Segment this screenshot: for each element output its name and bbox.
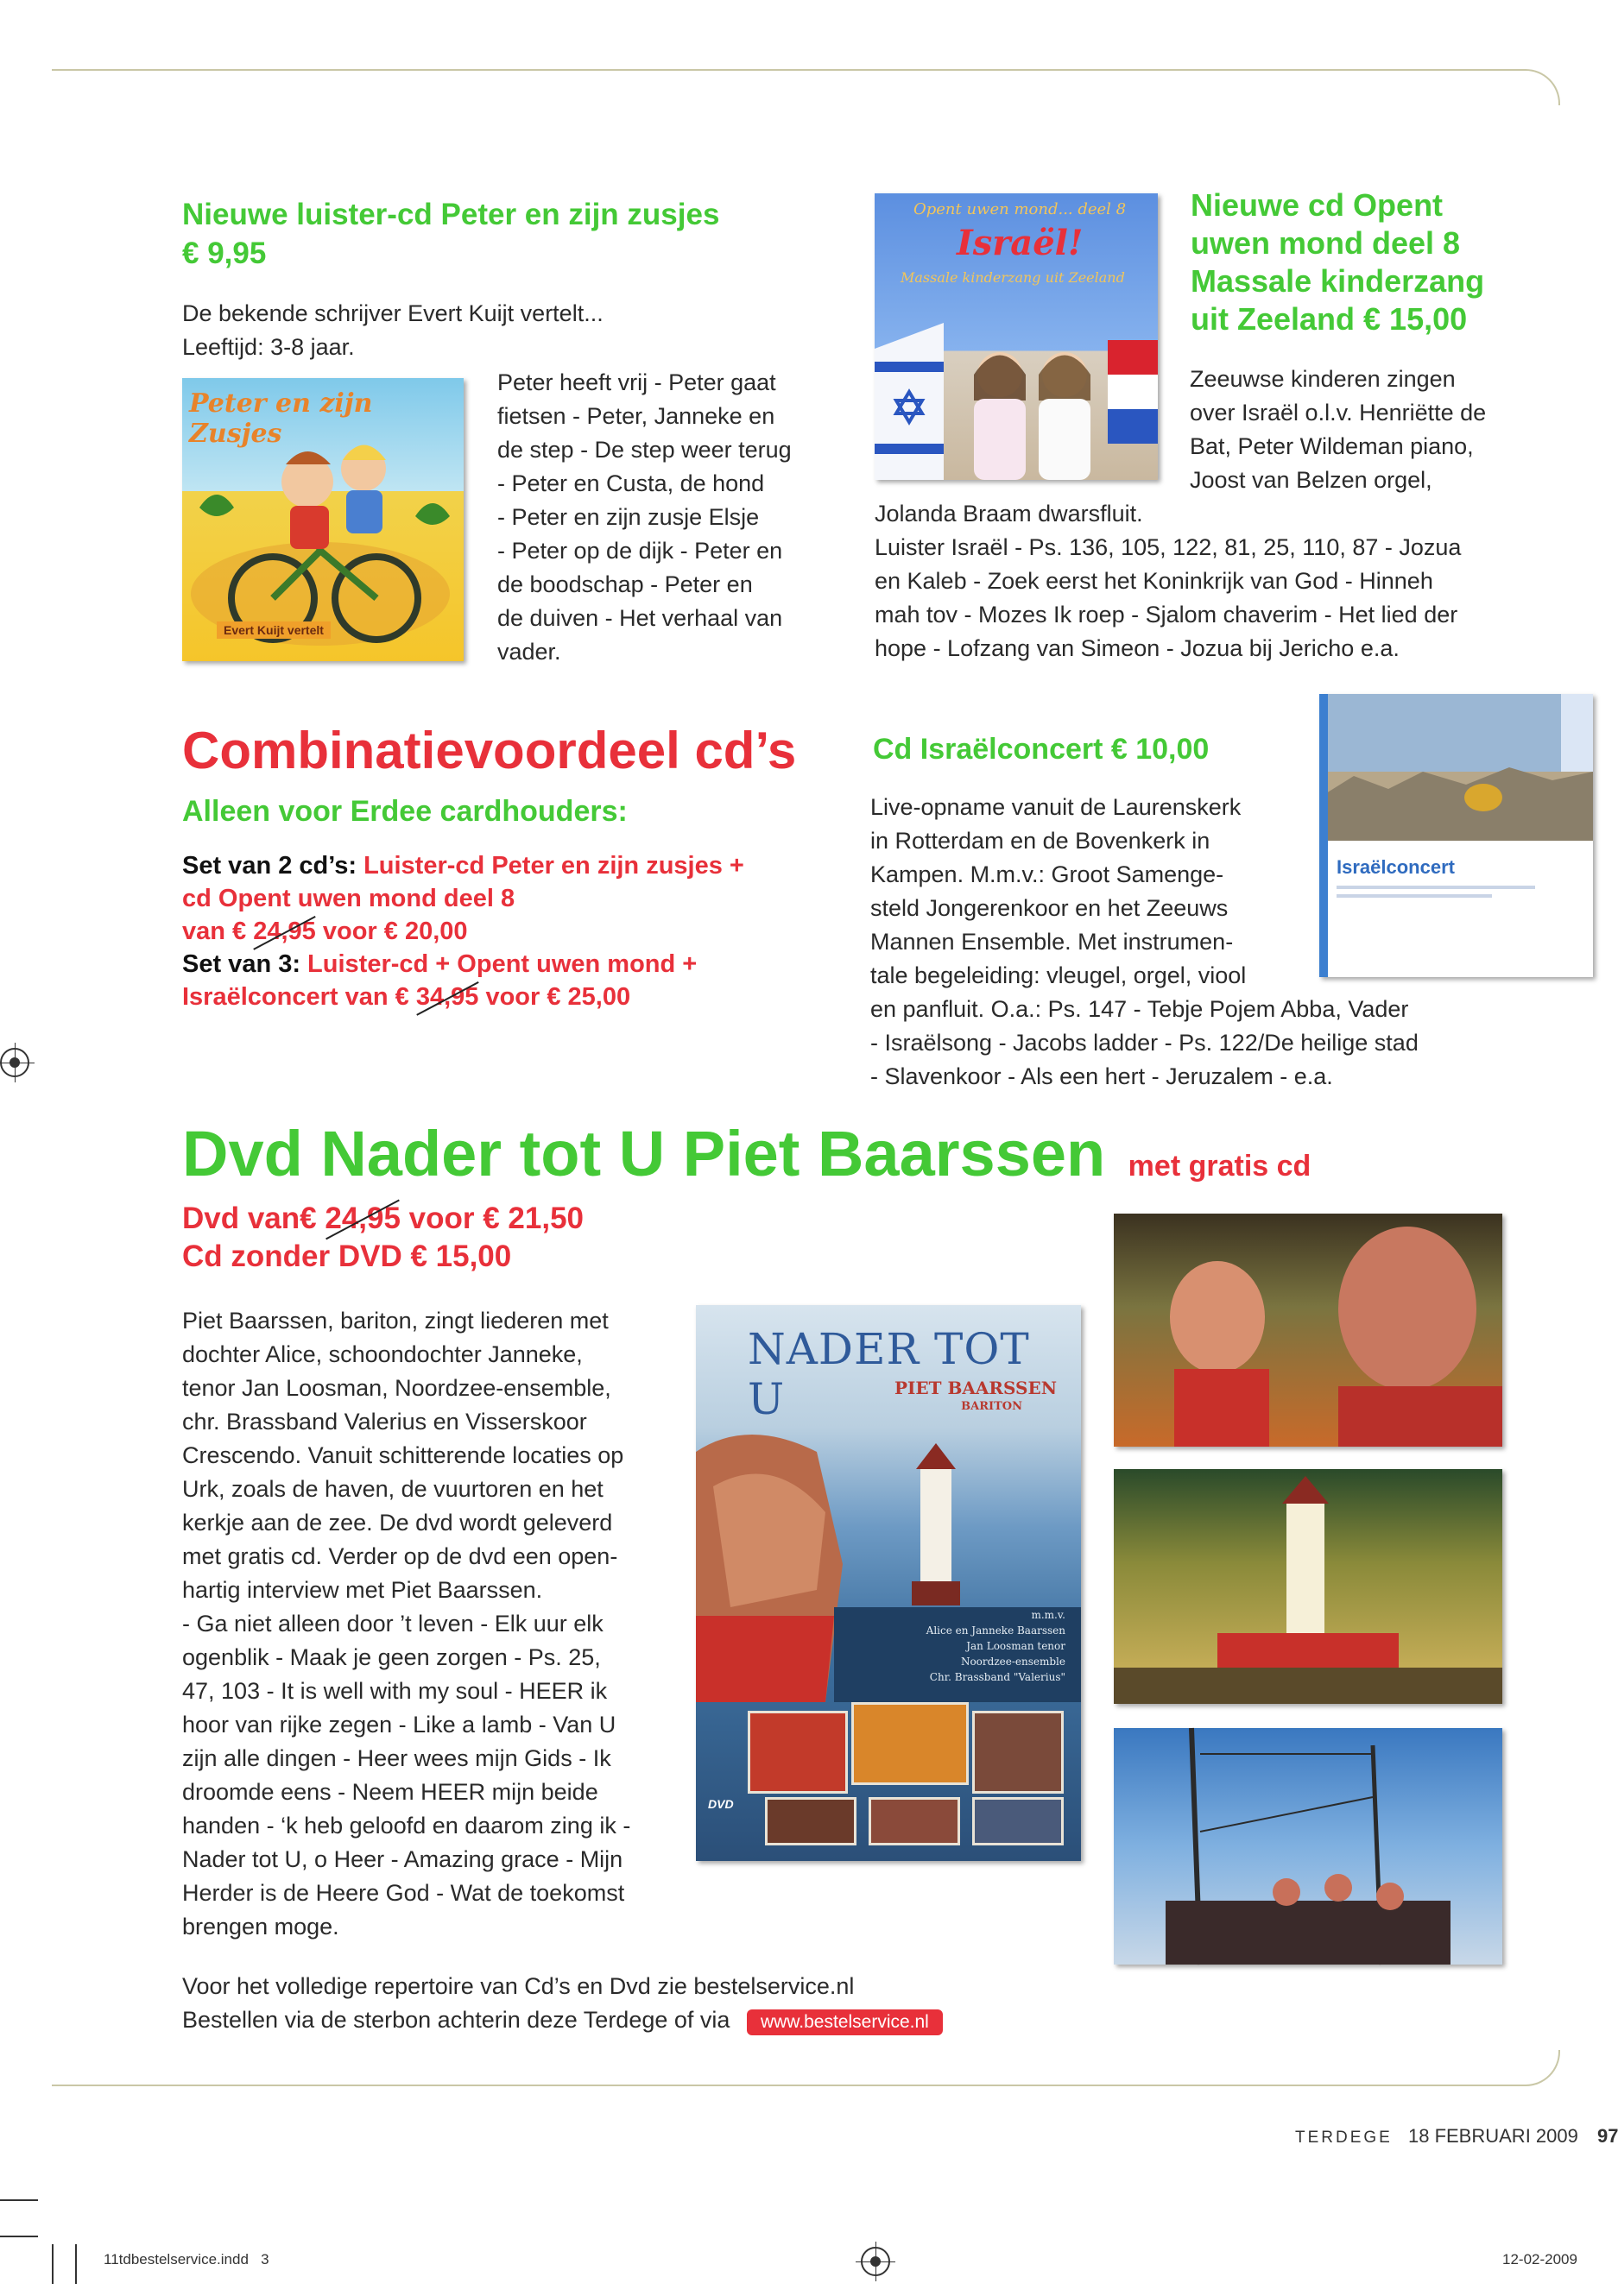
dvd-prices <box>182 1200 584 1276</box>
opent-cd-title: Nieuwe cd Opent uwen mond deel 8 Massale kinderzang uit Zeeland € 15,00 <box>1191 187 1485 337</box>
set2-old-price: 24,95 <box>253 918 316 945</box>
dvd-photo-2 <box>1114 1469 1502 1704</box>
registration-mark-left <box>0 1048 29 1077</box>
set3-line2-pre: Israëlconcert van € <box>182 983 416 1011</box>
set2-line2: cd Opent uwen mond deel 8 <box>182 885 515 912</box>
dvd-logo: DVD <box>708 1797 734 1811</box>
concert-cover-photo <box>1319 694 1593 977</box>
opent-cover-top: Opent uwen mond... deel 8 <box>913 200 1127 218</box>
set3-label: Set van 3: <box>182 950 300 978</box>
dvd-photo-2-art <box>1114 1469 1502 1704</box>
slug-file: 11tdbestelservice.indd 3 <box>104 2251 269 2268</box>
footer-note <box>182 1970 1132 2037</box>
folio-magazine: TERDEGE <box>1295 2129 1393 2147</box>
opent-cover-sub: Massale kinderzang uit Zeeland <box>901 269 1125 286</box>
dvd-description: Piet Baarssen, bariton, zingt liederen met dochter Alice, schoondochter Janneke, tenor Jan Loosman, Noordzee-ensemble, chr. Brassband Valerius en Visserskoor Crescendo. Vanuit schitterende locaties op Urk, zoals de haven, de vuurtoren en het kerkje aan de zee. De dvd wordt geleverd met gratis cd. Verder op de dvd een open- hartig interview met Piet Baarssen. - Ga niet alleen door ’t leven - Elk uur elk ogenblik - Maak je geen zorgen - Ps. 25, 47, 103 - It is well with my soul - HEER ik hoor van rijke zegen - Like a lamb - Van U zijn alle dingen - Heer wees mijn Gids - Ik droomde eens - Neem HEER mijn beide handen - ‘k heb geloofd en daarom zing ik - Nader tot U, o Heer - Amazing grace - Mijn Herder is de Heere God - Wat de toekomst brengen moge. <box>182 1308 631 1940</box>
dvd-price-post: voor € 21,50 <box>400 1202 585 1235</box>
folio-date: 18 FEBRUARI 2009 <box>1407 2125 1578 2147</box>
footer-note-line1: Voor het volledige repertoire van Cd’s en Dvd zie bestelservice.nl <box>182 1973 855 1999</box>
opent-cd-cover <box>875 193 1158 480</box>
folio-page: 97 <box>1596 2125 1618 2147</box>
dvd-photo-1 <box>1114 1214 1502 1447</box>
dvd-photo-1-art <box>1114 1214 1502 1447</box>
peter-cd-cover <box>182 378 464 661</box>
peter-cd-title: Nieuwe luister-cd Peter en zijn zusjes € 9,95 <box>182 198 720 270</box>
set2-price-post: voor € 20,00 <box>315 918 468 945</box>
set3-line2-post: voor € 25,00 <box>478 983 631 1011</box>
peter-cover-caption: Evert Kuijt vertelt <box>217 621 331 639</box>
concert-cd-cover <box>1319 694 1593 977</box>
concert-cd-desc-wide: en panfluit. O.a.: Ps. 147 - Tebje Pojem Abba, Vader - Israëlsong - Jacobs ladder - Ps. 122/De heilige stad - Slavenkoor - Als een hert - Jeruzalem - e.a. <box>870 996 1419 1089</box>
peter-cover-illustration <box>182 378 464 661</box>
dvd-cover <box>696 1305 1081 1861</box>
dvd-price-cd: Cd zonder DVD € 15,00 <box>182 1239 512 1273</box>
footer-note-line2: Bestellen via de sterbon achterin deze Terdege of via <box>182 2007 730 2033</box>
dvd-heading-row <box>182 1115 1311 1193</box>
dvd-photo-3-art <box>1114 1728 1502 1965</box>
set3-text: Luister-cd + Opent uwen mond + <box>300 950 698 978</box>
set2-label: Set van 2 cd’s: <box>182 852 357 880</box>
crop-mark-h1 <box>0 2199 38 2201</box>
opent-cover-title: Israël! <box>957 223 1084 263</box>
peter-cover-title: Peter en zijn Zusjes <box>189 388 373 449</box>
opent-cover-photo <box>875 323 1158 480</box>
dvd-photo-3 <box>1114 1728 1502 1965</box>
peter-cd-tracks: Peter heeft vrij - Peter gaat fietsen - Peter, Janneke en de step - De step weer terug - Peter en Custa, de hond - Peter en zijn zusje Elsje - Peter op de dijk - Peter en de boodschap - Peter en de duiven - Het verhaal van vader. <box>497 369 792 665</box>
concert-cd-desc-narrow: Live-opname vanuit de Laurenskerk in Rotterdam en de Bovenkerk in Kampen. M.m.v.: Groot Samenge- steld Jongerenkoor en het Zeeuws Mannen Ensemble. Met instrumen- tale begeleiding: vleugel, orgel, viool <box>870 794 1247 988</box>
slug-date: 12-02-2009 <box>1502 2251 1577 2268</box>
crop-mark-h2 <box>0 2236 38 2237</box>
dvd-cover-credits: m.m.v. Alice en Janneke Baarssen Jan Loosman tenor Noordzee-ensemble Chr. Brassband "Valerius" <box>926 1609 1065 1683</box>
bottom-rule <box>52 2050 1560 2086</box>
crop-mark-v1 <box>52 2244 54 2284</box>
set2-text: Luister-cd Peter en zijn zusjes + <box>357 852 744 880</box>
opent-cd-desc-short: Zeeuwse kinderen zingen over Israël o.l.v. Henriëtte de Bat, Peter Wildeman piano, Joost van Belzen orgel, <box>1190 366 1487 493</box>
opent-cd-desc-long: Jolanda Braam dwarsfluit. Luister Israël - Ps. 136, 105, 122, 81, 25, 110, 87 - Jozua en Kaleb - Zoek eerst het Koninkrijk van God - Hinneh mah tov - Mozes Ik roep - Sjalom chaverim - Het lied der hope - Lofzang van Simeon - Jozua bij Jericho e.a. <box>875 501 1462 661</box>
dvd-old-price: 24,95 <box>325 1202 401 1235</box>
concert-cover-title: Israëlconcert <box>1337 856 1455 878</box>
registration-mark-bottom <box>861 2247 890 2276</box>
crop-mark-v2 <box>75 2244 77 2284</box>
bestelservice-link[interactable]: www.bestelservice.nl <box>747 2009 943 2035</box>
combo-offers <box>182 849 744 1013</box>
combo-subheading: Alleen voor Erdee cardhouders: <box>182 795 628 828</box>
combo-heading: Combinatievoordeel cd’s <box>182 722 797 779</box>
peter-cd-intro: De bekende schrijver Evert Kuijt vertelt... Leeftijd: 3-8 jaar. <box>182 300 604 360</box>
dvd-cover-artist: PIET BAARSSEN <box>894 1378 1057 1398</box>
set3-old-price: 34,95 <box>415 983 479 1011</box>
concert-cd-title: Cd Israëlconcert € 10,00 <box>873 733 1210 766</box>
dvd-heading-extra: met gratis cd <box>1128 1150 1311 1183</box>
top-rule <box>52 69 1560 105</box>
dvd-cover-role: BARITON <box>961 1400 1022 1413</box>
set2-price-pre: van € <box>182 918 254 945</box>
dvd-heading: Dvd Nader tot U Piet Baarssen <box>182 1118 1106 1189</box>
folio <box>1295 2125 1618 2148</box>
dvd-cover-title: NADER TOT U <box>748 1324 1030 1424</box>
dvd-price-pre: Dvd van€ <box>182 1202 325 1235</box>
